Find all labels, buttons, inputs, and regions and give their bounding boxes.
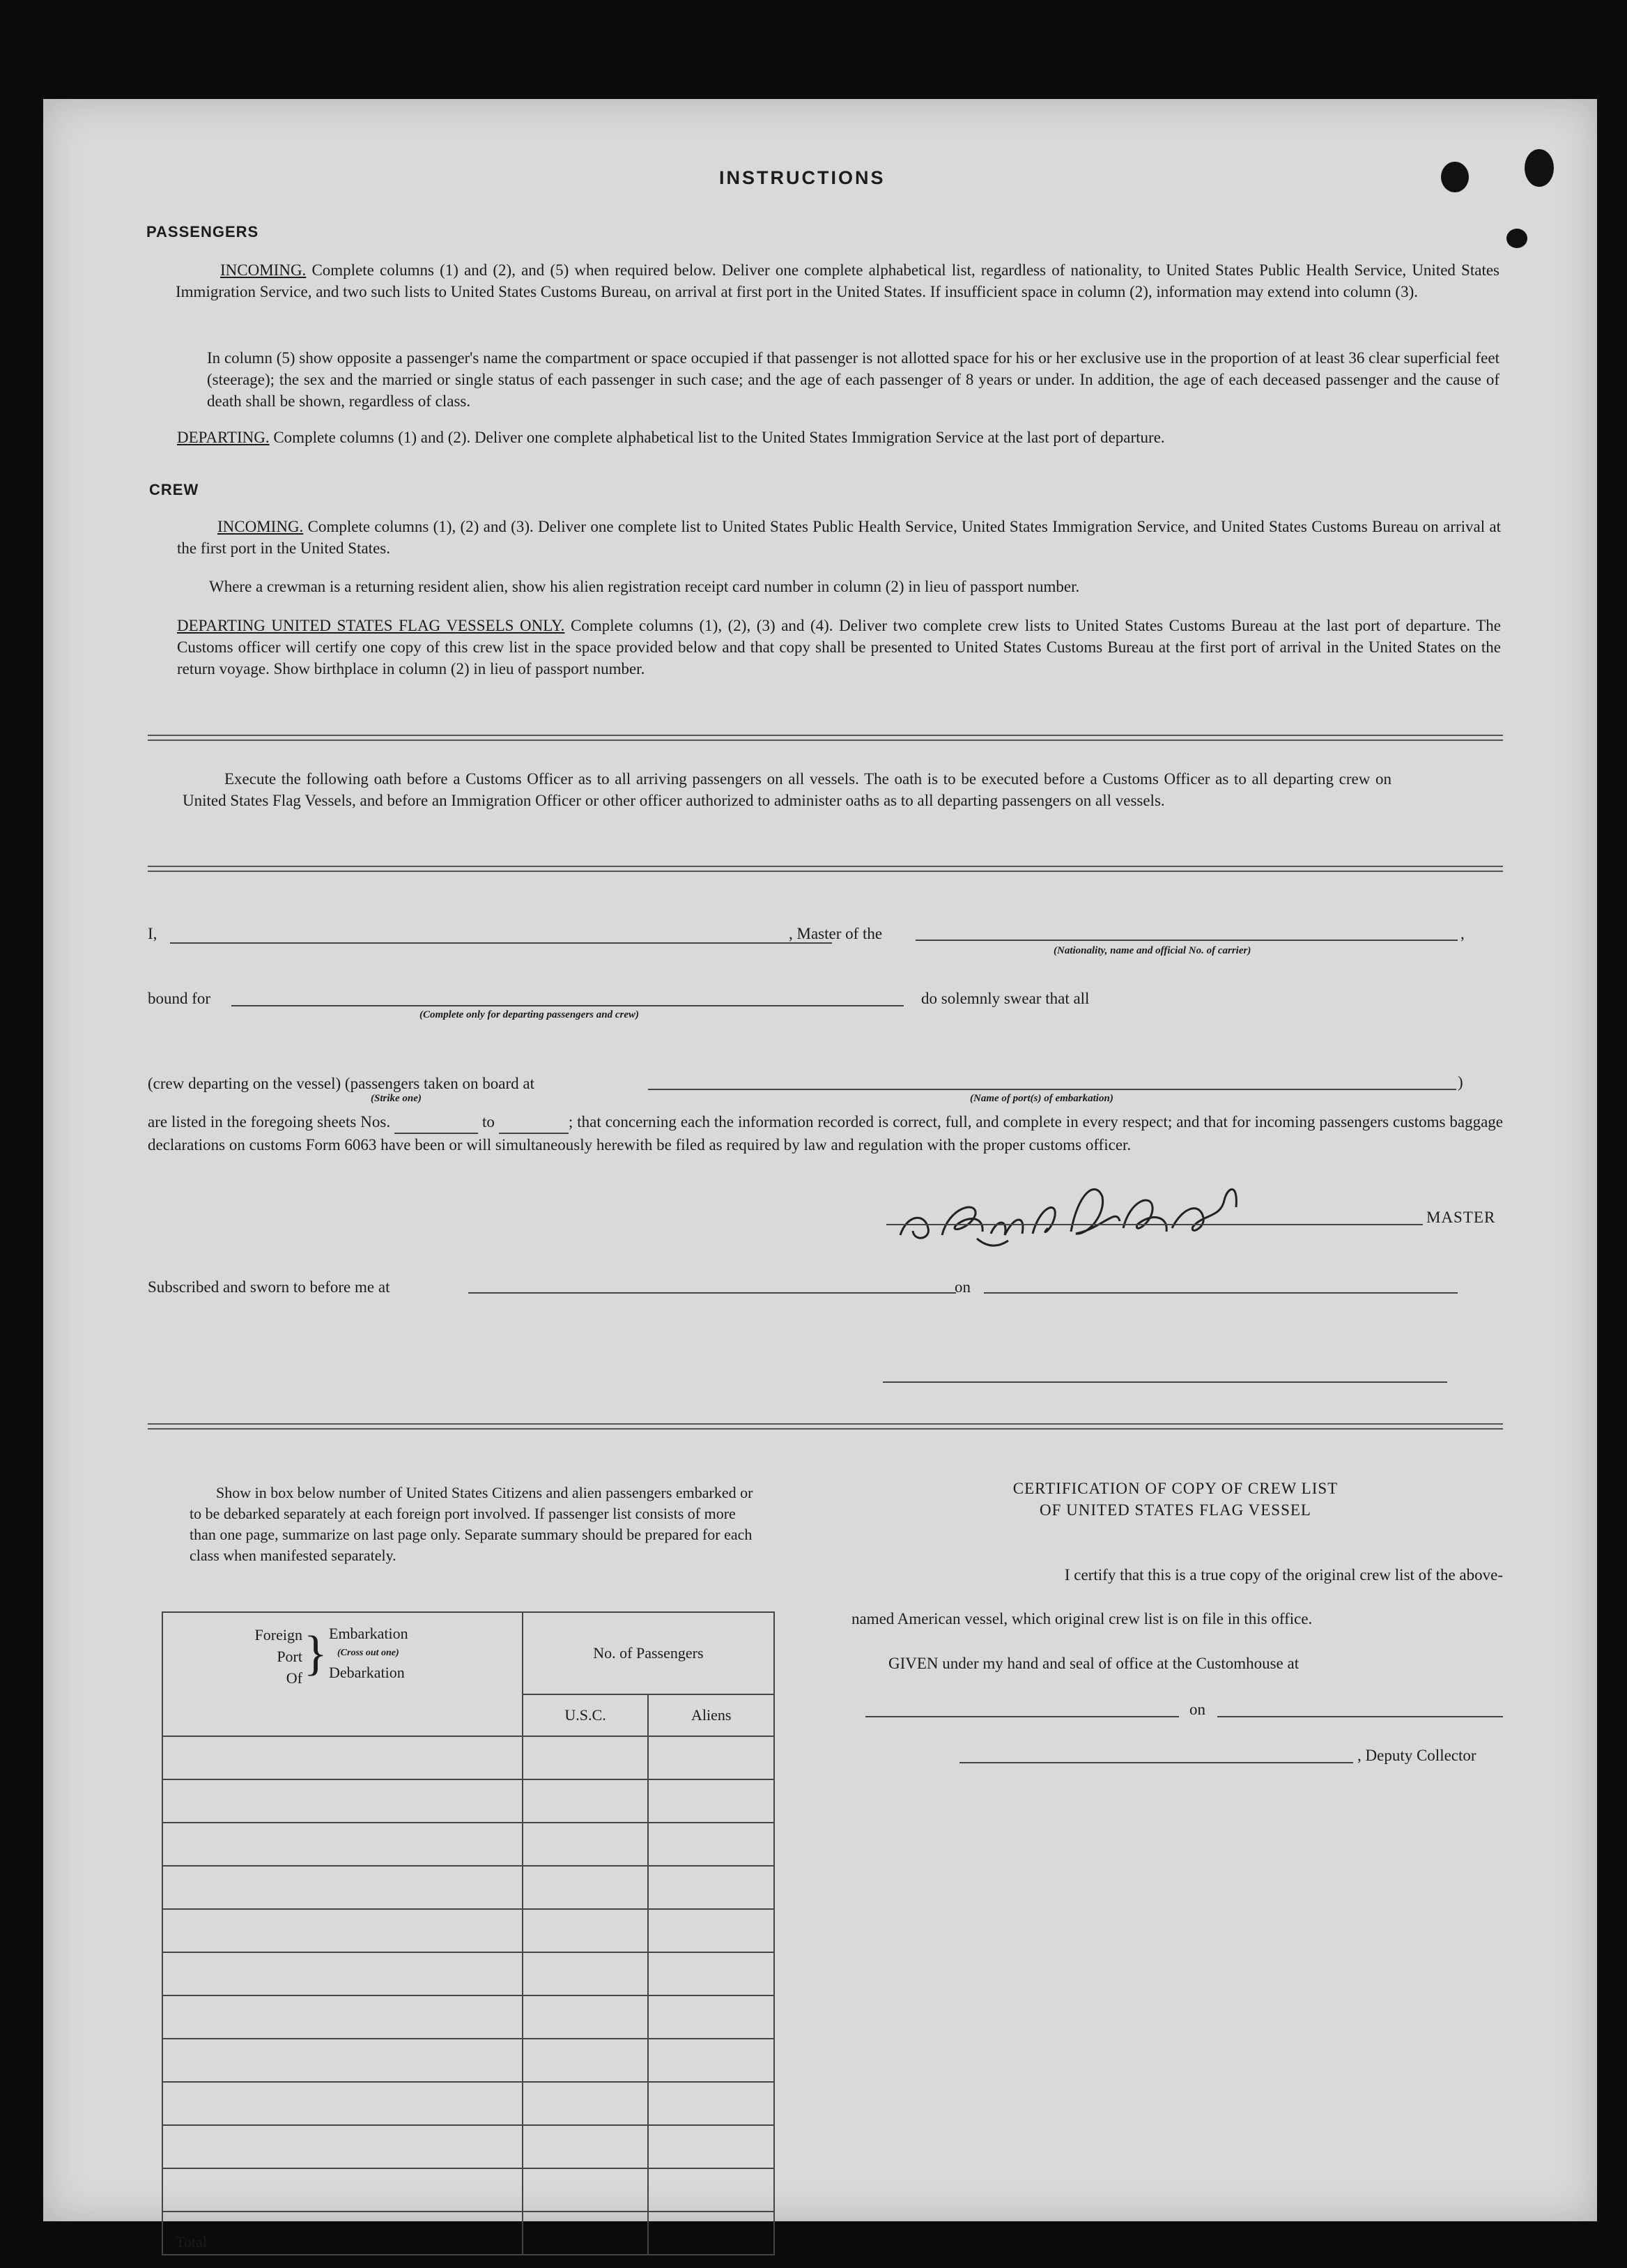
sworn-date-field[interactable] [984, 1292, 1458, 1294]
to-label: to [482, 1113, 495, 1131]
crew-heading: CREW [149, 481, 199, 498]
port-header-cell [162, 1612, 523, 1736]
crew-incoming-paragraph [177, 516, 1501, 559]
port-cell[interactable] [162, 2082, 523, 2125]
listed-label: are listed in the foregoing sheets Nos. [148, 1113, 391, 1131]
certification-heading-2: OF UNITED STATES FLAG VESSEL [1040, 1501, 1311, 1519]
port-cell[interactable] [162, 1736, 523, 1779]
crew-departing-paragraph [177, 615, 1501, 680]
certification-text-2: named American vessel, which original crew list is on file in this office. [851, 1610, 1313, 1627]
passengers-incoming-label: INCOMING. [220, 261, 307, 279]
certification-text-1: I certify that this is a true copy of the original crew list of the above- [1064, 1566, 1503, 1584]
certification-heading-1: CERTIFICATION OF COPY OF CREW LIST [1012, 1480, 1339, 1497]
table-row [162, 2082, 774, 2125]
passengers-departing-text: Complete columns (1) and (2). Deliver one complete alphabetical list to the United States Immigration Service at the last port of departure. [273, 429, 1165, 446]
master-signature-line [886, 1224, 1423, 1225]
total-label: Total [162, 2212, 523, 2255]
master-name-field[interactable] [170, 942, 832, 944]
usc-total-cell[interactable] [523, 2212, 649, 2255]
certification-on-label: on [1189, 1701, 1205, 1718]
certification-date-field[interactable] [1217, 1716, 1503, 1717]
table-row [162, 1952, 774, 1995]
usc-cell[interactable] [523, 2082, 649, 2125]
section-divider [148, 1423, 1503, 1430]
aliens-header: Aliens [648, 1694, 774, 1736]
box-instructions: Show in box below number of United States Citizens and alien passengers embarked or to be debarked separately at each foreign port involved. If passenger list consists of more than one page, summarize on last page only. Separate summary should be prepared for each class when manifested separately. [190, 1484, 753, 1564]
aliens-cell[interactable] [648, 1909, 774, 1952]
officer-signature-line[interactable] [883, 1381, 1447, 1383]
oath-body-paragraph [148, 1111, 1503, 1156]
table-row [162, 1779, 774, 1823]
port-cell[interactable] [162, 1909, 523, 1952]
usc-cell[interactable] [523, 2125, 649, 2168]
passengers-incoming-text: Complete columns (1) and (2), and (5) when required below. Deliver one complete alphabetical list, regardless of nationality, to United States Public Health Service, United States Immigration Service, and two such lists to United States Customs Bureau, on arrival at first port in the United States. If insufficient space in column (2), information may extend into column (3). [176, 261, 1499, 300]
comma: , [1460, 925, 1465, 942]
master-signature [893, 1158, 1283, 1263]
total-row [162, 2212, 774, 2255]
aliens-cell[interactable] [648, 1995, 774, 2039]
table-row [162, 1866, 774, 1909]
section-divider [148, 866, 1503, 872]
usc-cell[interactable] [523, 1952, 649, 1995]
usc-cell[interactable] [523, 1909, 649, 1952]
carrier-field[interactable] [916, 940, 1458, 941]
strike-note: (Strike one) [371, 1093, 422, 1104]
usc-cell[interactable] [523, 2039, 649, 2082]
cross-out-note: (Cross out one) [337, 1648, 399, 1658]
aliens-cell[interactable] [648, 1736, 774, 1779]
port-cell[interactable] [162, 1995, 523, 2039]
crew-passengers-label: (crew departing on the vessel) (passengers taken on board at [148, 1075, 534, 1092]
sheet-from-field[interactable] [394, 1111, 478, 1134]
table-row [162, 2168, 774, 2212]
debarkation-label: Debarkation [329, 1664, 405, 1681]
section-divider [148, 735, 1503, 741]
deputy-collector-label: , Deputy Collector [1357, 1747, 1476, 1764]
port-cell[interactable] [162, 2039, 523, 2082]
port-cell[interactable] [162, 1823, 523, 1866]
aliens-total-cell[interactable] [648, 2212, 774, 2255]
num-passengers-header: No. of Passengers [523, 1612, 774, 1694]
usc-cell[interactable] [523, 1995, 649, 2039]
sworn-at-field[interactable] [468, 1292, 956, 1294]
port-cell[interactable] [162, 1779, 523, 1823]
table-row [162, 1909, 774, 1952]
usc-cell[interactable] [523, 2168, 649, 2212]
table-row [162, 2125, 774, 2168]
passengers-departing-label: DEPARTING. [177, 429, 270, 446]
sheet-to-field[interactable] [499, 1111, 569, 1134]
crew-incoming-label: INCOMING. [217, 518, 304, 535]
sworn-on-label: on [955, 1278, 971, 1296]
usc-cell[interactable] [523, 1823, 649, 1866]
aliens-cell[interactable] [648, 1952, 774, 1995]
aliens-cell[interactable] [648, 1823, 774, 1866]
oath-i-label: I, [148, 925, 157, 942]
nationality-note: (Nationality, name and official No. of carrier) [1054, 945, 1251, 956]
oath-instructions: Execute the following oath before a Customs Officer as to all arriving passengers on all vessels. The oath is to be executed before a Customs Officer as to all departing crew on United States Flag Vessels, and before an Immigration Officer or other officer authorized to administer oaths as to all departing passengers on all vessels. [183, 770, 1391, 809]
master-of-label: , Master of the [789, 925, 883, 942]
page-title: INSTRUCTIONS [719, 167, 886, 188]
swear-label: do solemnly swear that all [921, 990, 1090, 1007]
aliens-cell[interactable] [648, 1866, 774, 1909]
passengers-heading: PASSENGERS [146, 223, 259, 240]
certification-given: GIVEN under my hand and seal of office at the Customhouse at [888, 1655, 1300, 1672]
usc-cell[interactable] [523, 1736, 649, 1779]
usc-cell[interactable] [523, 1779, 649, 1823]
aliens-cell[interactable] [648, 2039, 774, 2082]
paren-close: ) [1458, 1073, 1463, 1091]
port-cell[interactable] [162, 1866, 523, 1909]
table-row [162, 2039, 774, 2082]
scan-blot [1525, 149, 1554, 187]
ports-note: (Name of port(s) of embarkation) [970, 1093, 1113, 1104]
usc-cell[interactable] [523, 1866, 649, 1909]
usc-header: U.S.C. [523, 1694, 649, 1736]
bound-for-field[interactable] [231, 1005, 904, 1006]
scan-blot [1441, 162, 1469, 192]
passengers-column5-paragraph: In column (5) show opposite a passenger's name the compartment or space occupied if that passenger is not allotted space for his or her exclusive use in the proportion of at least 36 clear superficial feet (steerage); the sex and the married or single status of each passenger in such case; and the age of each passenger of 8 years or under. In addition, the age of each deceased passenger and the cause of death shall be shown, regardless of class. [207, 349, 1499, 410]
embark-debark-labels [329, 1624, 408, 1683]
crew-departing-label: DEPARTING UNITED STATES FLAG VESSELS ONLY. [177, 617, 565, 634]
customhouse-field[interactable] [865, 1716, 1179, 1717]
embarkation-label: Embarkation [329, 1625, 408, 1642]
certification-heading [907, 1478, 1444, 1521]
aliens-cell[interactable] [648, 2125, 774, 2168]
subscribed-label: Subscribed and sworn to before me at [148, 1278, 390, 1296]
passenger-summary-table [162, 1611, 775, 2255]
passengers-departing-paragraph [177, 427, 1501, 448]
port-label-foreign: Foreign [254, 1626, 302, 1643]
scan-blot [1506, 229, 1527, 248]
port-label-of: Of [286, 1669, 302, 1687]
crew-departing-text: Complete columns (1), (2), (3) and (4). Deliver two complete crew lists to United States Customs Bureau at the last port of departure. The Customs officer will certify one copy of this crew list in the space provided below and that copy shall be presented to United States Customs Bureau at the first port of arrival in the United States on the return voyage. Show birthplace in column (2) in lieu of passport number. [177, 617, 1502, 677]
oath-body-text: ; that concerning each the information recorded is correct, full, and complete in every respect; and that for incoming passengers customs baggage declarations on customs Form 6063 have been or will simultaneously herewith be filed as required by law and regulation with the proper customs officer. [148, 1113, 1504, 1154]
embarkation-ports-field[interactable] [648, 1089, 1456, 1090]
aliens-cell[interactable] [648, 2168, 774, 2212]
table-row [162, 1995, 774, 2039]
port-label [248, 1624, 302, 1689]
bound-note: (Complete only for departing passengers and crew) [419, 1009, 639, 1020]
bound-for-label: bound for [148, 990, 211, 1007]
crew-incoming-text: Complete columns (1), (2) and (3). Deliver one complete list to United States Public Health Service, United States Immigration Service, and United States Customs Bureau on arrival at the first port in the United States. [177, 518, 1502, 557]
brace: } [304, 1627, 327, 1680]
passengers-incoming-paragraph [176, 259, 1499, 302]
aliens-cell[interactable] [648, 2082, 774, 2125]
table-row [162, 1823, 774, 1866]
port-cell[interactable] [162, 2168, 523, 2212]
crew-resident-paragraph: Where a crewman is a returning resident alien, show his alien registration receipt card number in column (2) in lieu of passport number. [209, 578, 1080, 595]
table-row [162, 1736, 774, 1779]
master-label: MASTER [1426, 1209, 1496, 1226]
aliens-cell[interactable] [648, 1779, 774, 1823]
port-label-port: Port [277, 1648, 302, 1665]
port-cell[interactable] [162, 1952, 523, 1995]
deputy-collector-field[interactable] [959, 1762, 1353, 1763]
port-cell[interactable] [162, 2125, 523, 2168]
document-page [43, 99, 1597, 2251]
